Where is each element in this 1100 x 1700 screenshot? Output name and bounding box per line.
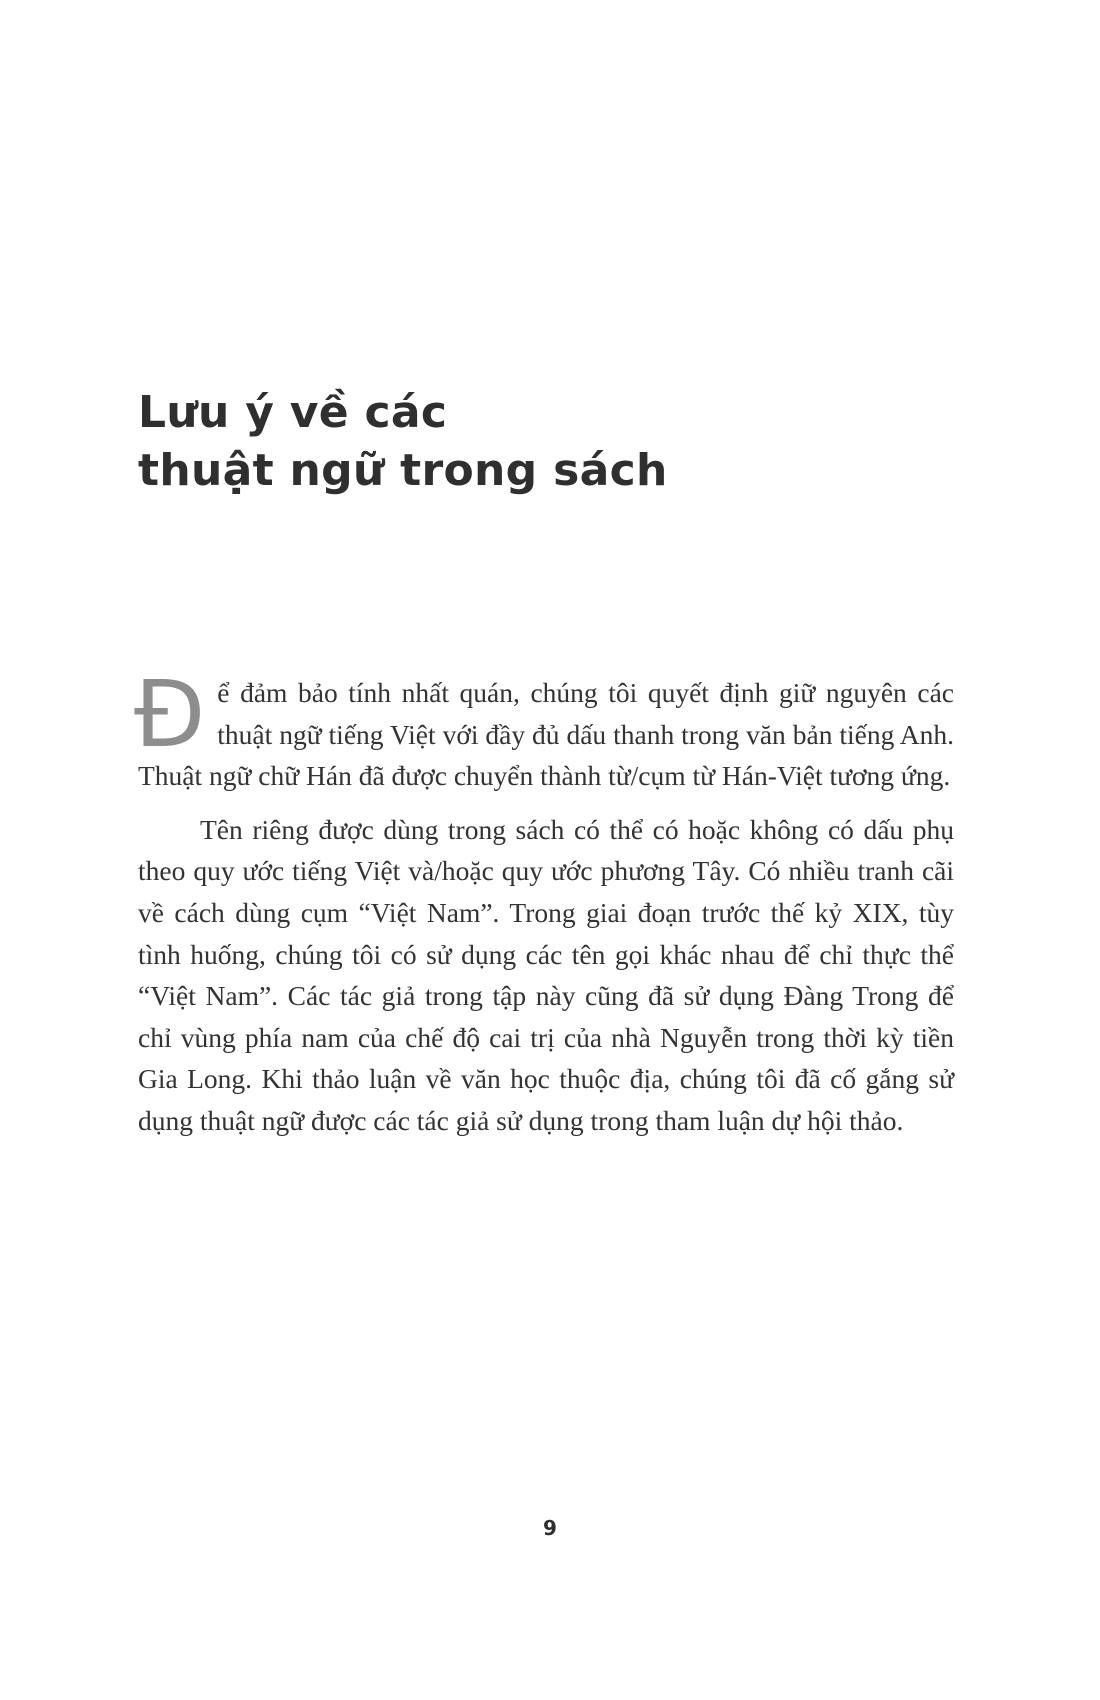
- paragraph-1-text: ể đảm bảo tính nhất quán, chúng tôi quyết định giữ nguyên các thuật ngữ tiếng Việt với đầy đủ dấu thanh trong văn bản tiếng Anh. Thuật ngữ chữ Hán đã được chuyển thành từ/cụm từ Hán-Việt tương ứng.: [138, 677, 954, 792]
- drop-cap: Đ: [134, 661, 206, 768]
- paragraph-1: [134, 661, 954, 797]
- page-number: 9: [543, 1516, 557, 1540]
- page-title: [138, 384, 958, 500]
- paragraph-2: Tên riêng được dùng trong sách có thể có hoặc không có dấu phụ theo quy ước tiếng Việt và/hoặc quy ước phương Tây. Có nhiều tranh cãi về cách dùng cụm “Việt Nam”. Trong giai đoạn trước thế kỷ XIX, tùy tình huống, chúng tôi có sử dụng các tên gọi khác nhau để chỉ thực thể “Việt Nam”. Các tác giả trong tập này cũng đã sử dụng Đàng Trong để chỉ vùng phía nam của chế độ cai trị của nhà Nguyễn trong thời kỳ tiền Gia Long. Khi thảo luận về văn học thuộc địa, chúng tôi đã cố gắng sử dụng thuật ngữ được các tác giả sử dụng trong tham luận dự hội thảo.: [138, 813, 954, 1136]
- body-text: [134, 661, 954, 1142]
- page-title-line-2: thuật ngữ trong sách: [138, 445, 668, 496]
- page-title-line-1: Lưu ý về các: [138, 387, 448, 438]
